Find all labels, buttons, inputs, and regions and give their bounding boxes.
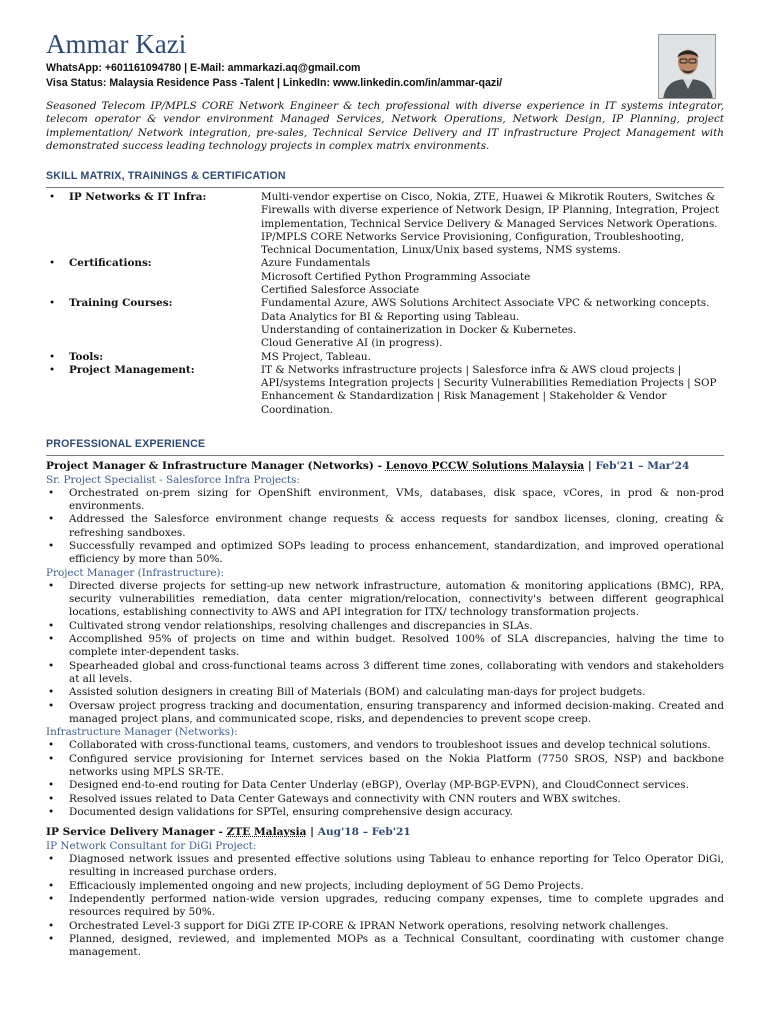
skill-label: Project Management: — [69, 363, 195, 376]
skill-label: Certifications: — [69, 257, 152, 270]
list-item: • Orchestrated on-prem sizing for OpenShift environment, VMs, databases, disk space, vCores, in prod & non-prod environments. — [46, 487, 724, 514]
list-item: • Orchestrated Level-3 support for DiGi ZTE IP-CORE & IPRAN Network operations, resolving network challenges. — [46, 920, 724, 933]
list-item: • Oversaw project progress tracking and documentation, ensuring transparency and informed decision-making. Created and managed project plans, and communicated scope, risks, and dependencies to prevent scope creep. — [46, 700, 724, 727]
skill-line: Enhancement & Standardization | Risk Management | Stakeholder & Vendor — [261, 390, 667, 403]
section-divider — [46, 187, 724, 188]
contact-line-phone-email: WhatsApp: +601161094780 | E-Mail: ammarkazi.aq@gmail.com — [46, 62, 361, 74]
skill-line: implementation, Technical Service Delivery & Managed Services Network Operations. — [261, 217, 718, 230]
skill-description — [261, 364, 724, 417]
list-item: • Diagnosed network issues and presented effective solutions using Tableau to enhance reporting for Telco Operator DiGi, resulting in increased purchase orders. — [46, 853, 724, 880]
list-item: • Assisted solution designers in creating Bill of Materials (BOM) and calculating man-days for project budgets. — [46, 686, 724, 699]
list-item: • Cultivated strong vendor relationships, resolving challenges and discrepancies in SLAs. — [46, 620, 724, 633]
role-subtitle: Infrastructure Manager (Networks): — [46, 726, 238, 739]
job-dates: Feb'21 – Mar'24 — [595, 460, 690, 472]
role-subtitle: Project Manager (Infrastructure): — [46, 566, 225, 579]
list-item: • Designed end-to-end routing for Data Center Underlay (eBGP), Overlay (MP-BGP-EVPN), and CloudConnect services. — [46, 779, 724, 792]
skill-line: Certified Salesforce Associate — [261, 284, 420, 297]
list-item: • Accomplished 95% of projects on time and within budget. Resolved 100% of SLA discrepancies, halving the time to complete inter-dependent tasks. — [46, 633, 724, 660]
job-title — [46, 826, 724, 840]
skill-line: Fundamental Azure, AWS Solutions Architect Associate VPC & networking concepts. — [261, 297, 710, 310]
bullet-list — [46, 487, 724, 567]
list-item: • Addressed the Salesforce environment change requests & access requests for sandbox licenses, cloning, creating & refreshing sandboxes. — [46, 513, 724, 540]
experience-section-title: PROFESSIONAL EXPERIENCE — [46, 438, 206, 450]
skill-label: IP Networks & IT Infra: — [69, 191, 207, 203]
section-divider — [46, 455, 724, 456]
skill-line: IP/MPLS CORE Networks Service Provisioning, Configuration, Troubleshooting, — [261, 230, 685, 243]
list-item: • Successfully revamped and optimized SOPs leading to process enhancement, standardization, and improved operational efficiency by more than 50%. — [46, 540, 724, 567]
skill-row — [46, 364, 724, 417]
list-item: • Planned, designed, reviewed, and implemented MOPs as a Technical Consultant, coordinating with customer change management. — [46, 933, 724, 960]
job-title — [46, 460, 724, 474]
bullet-list — [46, 739, 724, 819]
skill-description — [261, 297, 724, 350]
experience-list — [46, 460, 724, 959]
skill-description — [261, 191, 724, 257]
skill-line: Coordination. — [261, 403, 334, 416]
contact-info — [46, 61, 502, 91]
bullet-icon: • — [49, 191, 56, 203]
professional-summary: Seasoned Telecom IP/MPLS CORE Network Engineer & tech professional with diverse experience in IT systems integrator, telecom operator & vendor environment Managed Services, Network Operations, Network Design, IP Planning, project implementation/ Network integration, pre-sales, Technical Service Delivery and IT infrastructure Project Management with demonstrated success leading technology projects in complex matrix environments. — [46, 100, 724, 152]
list-item: • Configured service provisioning for Internet services based on the Nokia Platform (7750 SROS, NSP) and backbone networks using MPLS SR-TE. — [46, 753, 724, 780]
company-name: Lenovo PCCW Solutions Malaysia — [385, 460, 585, 472]
profile-photo — [658, 34, 716, 99]
skill-line: Multi-vendor expertise on Cisco, Nokia, ZTE, Huawei & Mikrotik Routers, Switches & — [261, 191, 716, 203]
skill-line: Microsoft Certified Python Programming Associate — [261, 270, 531, 283]
skills-section-title: SKILL MATRIX, TRAININGS & CERTIFICATION — [46, 170, 286, 182]
list-item: • Efficaciously implemented ongoing and new projects, including deployment of 5G Demo Projects. — [46, 880, 724, 893]
job-dates: Aug'18 – Feb'21 — [317, 826, 411, 839]
person-icon — [659, 35, 716, 99]
skills-list — [46, 191, 724, 417]
skill-description — [261, 351, 724, 364]
skill-line: Data Analytics for BI & Reporting using Tableau. — [261, 310, 520, 323]
skill-line: MS Project, Tableau. — [261, 350, 371, 363]
bullet-icon: • — [49, 350, 56, 363]
role-subtitle: IP Network Consultant for DiGi Project: — [46, 839, 257, 852]
list-item: • Independently performed nation-wide version upgrades, reducing company expenses, time to complete upgrades and resources required by 50%. — [46, 893, 724, 920]
skill-line: IT & Networks infrastructure projects | Salesforce infra & AWS cloud projects | — [261, 363, 682, 376]
bullet-icon: • — [49, 363, 56, 376]
title-separator: | — [306, 826, 318, 839]
skill-label: Tools: — [69, 350, 104, 363]
bullet-icon: • — [49, 257, 56, 270]
skill-row — [46, 257, 724, 297]
role-subtitle: Sr. Project Specialist - Salesforce Infra Projects: — [46, 473, 300, 486]
job-spacer — [46, 819, 724, 826]
title-separator: | — [584, 460, 596, 472]
skill-row — [46, 297, 724, 350]
list-item: • Documented design validations for SPTel, ensuring comprehensive design accuracy. — [46, 806, 724, 819]
skill-description — [261, 257, 724, 297]
skill-line: Cloud Generative AI (in progress). — [261, 337, 443, 350]
list-item: • Collaborated with cross-functional teams, customers, and vendors to troubleshoot issues and develop technical solutions. — [46, 739, 724, 752]
skill-row — [46, 351, 724, 364]
skill-line: Technical Documentation, Linux/Unix based systems, NMS systems. — [261, 244, 621, 257]
skill-line: Understanding of containerization in Docker & Kubernetes. — [261, 323, 577, 336]
skill-line: API/systems Integration projects | Security Vulnerabilities Remediation Projects | SOP — [261, 377, 717, 390]
bullet-list — [46, 853, 724, 959]
bullet-icon: • — [49, 297, 56, 310]
job-role-title: Project Manager & Infrastructure Manager (Networks) - — [46, 460, 386, 472]
skill-label: Training Courses: — [69, 297, 173, 310]
skill-row — [46, 191, 724, 257]
skill-line: Firewalls with diverse experience of Network Design, IP Planning, Integration, Project — [261, 204, 720, 217]
job-role-title: IP Service Delivery Manager - — [46, 826, 227, 839]
candidate-name: Ammar Kazi — [46, 29, 187, 59]
bullet-list — [46, 580, 724, 726]
list-item: • Resolved issues related to Data Center Gateways and connectivity with CNN routers and WBX switches. — [46, 793, 724, 806]
company-name: ZTE Malaysia — [226, 826, 307, 839]
list-item: • Directed diverse projects for setting-up new network infrastructure, automation & monitoring applications (BMC), RPA, security vulnerabilities remediation, data center migration/relocation, connectivity's between different geographical locations, establishing connectivity to AWS and API integration for ITX/ technology transformation projects. — [46, 580, 724, 620]
contact-line-visa-linkedin: Visa Status: Malaysia Residence Pass -Talent | LinkedIn: www.linkedin.com/in/ammar-qazi/ — [46, 77, 503, 89]
list-item: • Spearheaded global and cross-functional teams across 3 different time zones, collaborating with vendors and stakeholders at all levels. — [46, 660, 724, 687]
skill-line: Azure Fundamentals — [261, 257, 371, 270]
